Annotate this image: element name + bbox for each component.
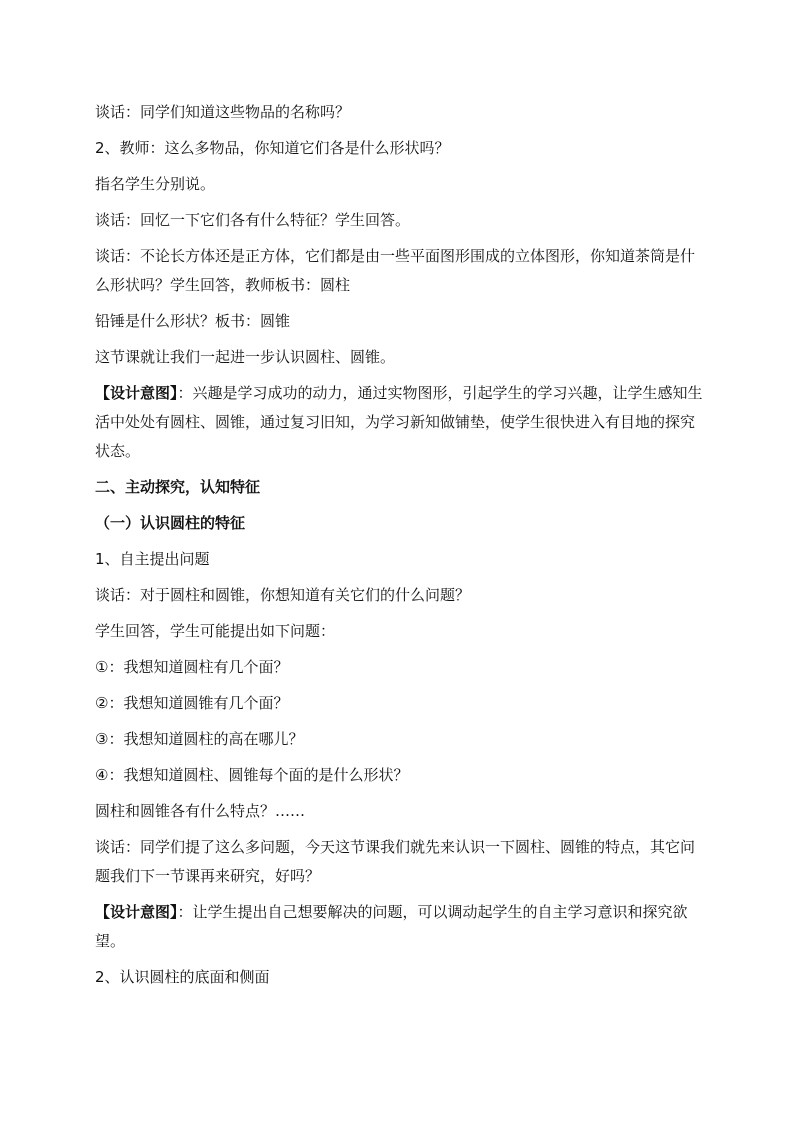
paragraph: 铅锤是什么形状？板书：圆锥: [95, 312, 291, 330]
paragraph: 圆柱和圆锥各有什么特点？……: [95, 802, 306, 820]
question-item: ④：我想知道圆柱、圆锥每个面的是什么形状？: [95, 766, 409, 784]
document-body: [95, 98, 705, 999]
paragraph: 谈话：同学们提了这么多问题，今天这节课我们就先来认识一下圆柱、圆锥的特点，其它问题我们下一节课再来研究，好吗？: [95, 838, 696, 885]
paragraph: 2、教师：这么多物品，你知道它们各是什么形状吗？: [95, 139, 450, 157]
paragraph: 指名学生分别说。: [95, 175, 216, 193]
question-item: ①：我想知道圆柱有几个面？: [95, 658, 289, 676]
question-item: ③：我想知道圆柱的高在哪儿？: [95, 730, 304, 748]
paragraph: 谈话：对于圆柱和圆锥，你想知道有关它们的什么问题？: [95, 586, 471, 604]
paragraph: 学生回答，学生可能提出如下问题：: [95, 622, 336, 640]
paragraph: 谈话：同学们知道这些物品的名称吗？: [95, 103, 351, 121]
design-intent-text: ：让学生提出自己想要解决的问题，可以调动起学生的自主学习意识和探究欲望。: [95, 903, 688, 950]
paragraph: 谈话：回忆一下它们各有什么特征？学生回答。: [95, 211, 411, 229]
paragraph: 1、自主提出问题: [95, 550, 210, 568]
paragraph: 2、认识圆柱的底面和侧面: [95, 968, 270, 986]
design-intent-text: ：兴趣是学习成功的动力，通过实物图形，引起学生的学习兴趣，让学生感知生活中处处有圆柱、圆锥，通过复习旧知，为学习新知做铺垫，使学生很快进入有目地的探究状态。: [95, 384, 703, 460]
design-intent-paragraph: [95, 379, 705, 466]
question-item: ②：我想知道圆锥有几个面？: [95, 694, 289, 712]
section-heading: 二、主动探究，认知特征: [95, 478, 261, 496]
paragraph: 谈话：不论长方体还是正方体，它们都是由一些平面图形围成的立体图形，你知道茶筒是什么形状吗？学生回答，教师板书：圆柱: [95, 247, 696, 294]
design-intent-paragraph: [95, 898, 705, 956]
subsection-heading: （一）认识圆柱的特征: [95, 514, 246, 532]
design-intent-label: 【设计意图】: [95, 384, 178, 402]
design-intent-label: 【设计意图】: [95, 903, 178, 921]
paragraph: 这节课就让我们一起进一步认识圆柱、圆锥。: [95, 348, 396, 366]
